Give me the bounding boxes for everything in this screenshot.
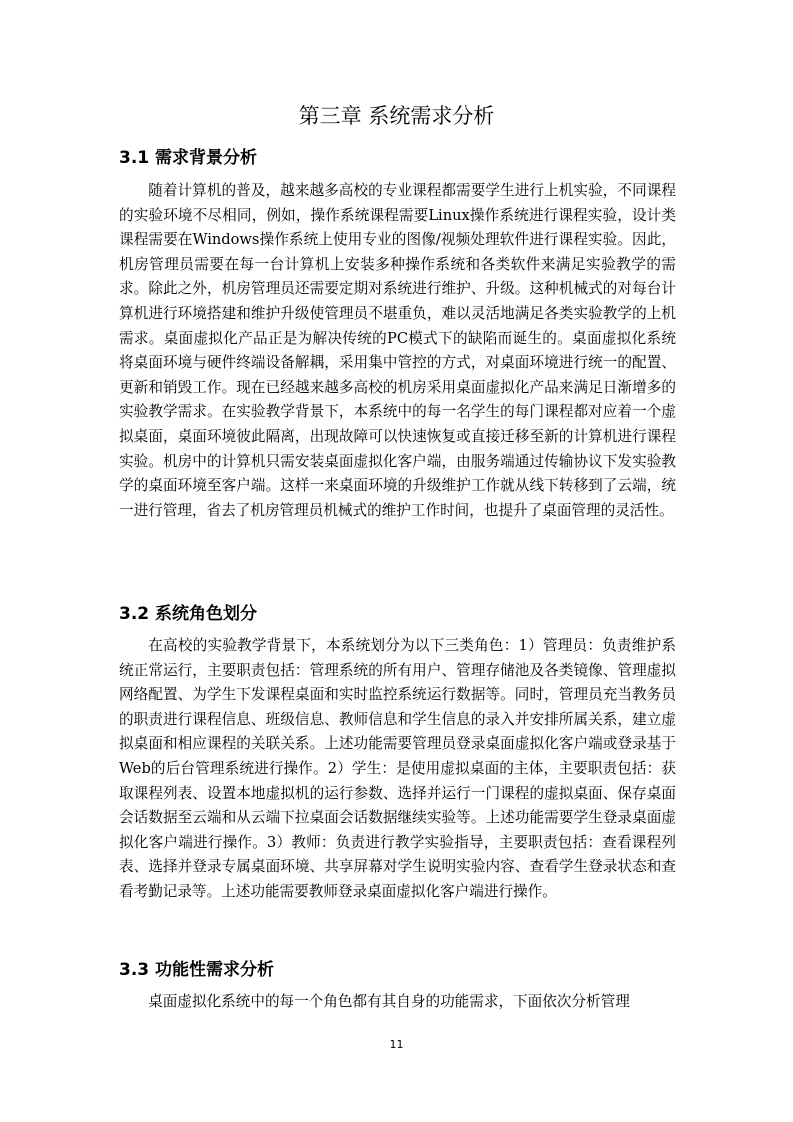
chapter-title: 第三章 系统需求分析 — [298, 104, 495, 128]
section-paragraph-3-2: 在高校的实验教学背景下，本系统划分为以下三类角色：1）管理员：负责维护系统正常运行，主要职责包括：管理系统的所有用户、管理存储池及各类镜像、管理虚拟网络配置、为学生下发课程桌面和实时监控系统运行数据等。同时，管理员充当教务员的职责进行课程信息、班级信息、教师信息和学生信息的录入并安排所属关系，建立虚拟桌面和相应课程的关联关系。上述功能需要管理员登录桌面虚拟化客户端或登录基于Web的后台管理系统进行操作。2）学生：是使用虚拟桌面的主体，主要职责包括：获取课程列表、设置本地虚拟机的运行参数、选择并运行一门课程的虚拟桌面、保存桌面会话数据至云端和从云端下拉桌面会话数据继续实验等。上述功能需要学生登录桌面虚拟化客户端进行操作。3）教师：负责进行教学实验指导，主要职责包括：查看课程列表、选择并登录专属桌面环境、共享屏幕对学生说明实验内容、查看学生登录状态和查看考勤记录等。上述功能需要教师登录桌面虚拟化客户端进行操作。 — [119, 637, 676, 900]
page-number: 11 — [389, 1038, 404, 1051]
section-heading-3-1: 3.1 需求背景分析 — [119, 148, 258, 168]
section-paragraph-3-1: 随着计算机的普及，越来越多高校的专业课程都需要学生进行上机实验，不同课程的实验环境不尽相同，例如，操作系统课程需要Linux操作系统进行课程实验，设计类课程需要在Windows操作系统上使用专业的图像/视频处理软件进行课程实验。因此，机房管理员需要在每一台计算机上安装多种操作系统和各类软件来满足实验教学的需求。除此之外，机房管理员还需要定期对系统进行维护、升级。这种机械式的对每台计算机进行环境搭建和维护升级使管理员不堪重负，难以灵活地满足各类实验教学的上机需求。桌面虚拟化产品正是为解决传统的PC模式下的缺陷而诞生的。桌面虚拟化系统将桌面环境与硬件终端设备解耦，采用集中管控的方式，对桌面环境进行统一的配置、更新和销毁工作。现在已经越来越多高校的机房采用桌面虚拟化产品来满足日渐增多的实验教学需求。在实验教学背景下，本系统中的每一名学生的每门课程都对应着一个虚拟桌面，桌面环境彼此隔离，出现故障可以快速恢复或直接迁移至新的计算机进行课程实验。机房中的计算机只需安装桌面虚拟化客户端，由服务端通过传输协议下发实验教学的桌面环境至客户端。这样一来桌面环境的升级维护工作就从线下转移到了云端，统一进行管理，省去了机房管理员机械式的维护工作时间，也提升了桌面管理的灵活性。 — [119, 182, 676, 519]
section-heading-3-3: 3.3 功能性需求分析 — [119, 960, 275, 980]
section-paragraph-3-3: 桌面虚拟化系统中的每一个角色都有其自身的功能需求，下面依次分析管理 — [148, 993, 630, 1010]
section-heading-3-2: 3.2 系统角色划分 — [119, 604, 258, 624]
